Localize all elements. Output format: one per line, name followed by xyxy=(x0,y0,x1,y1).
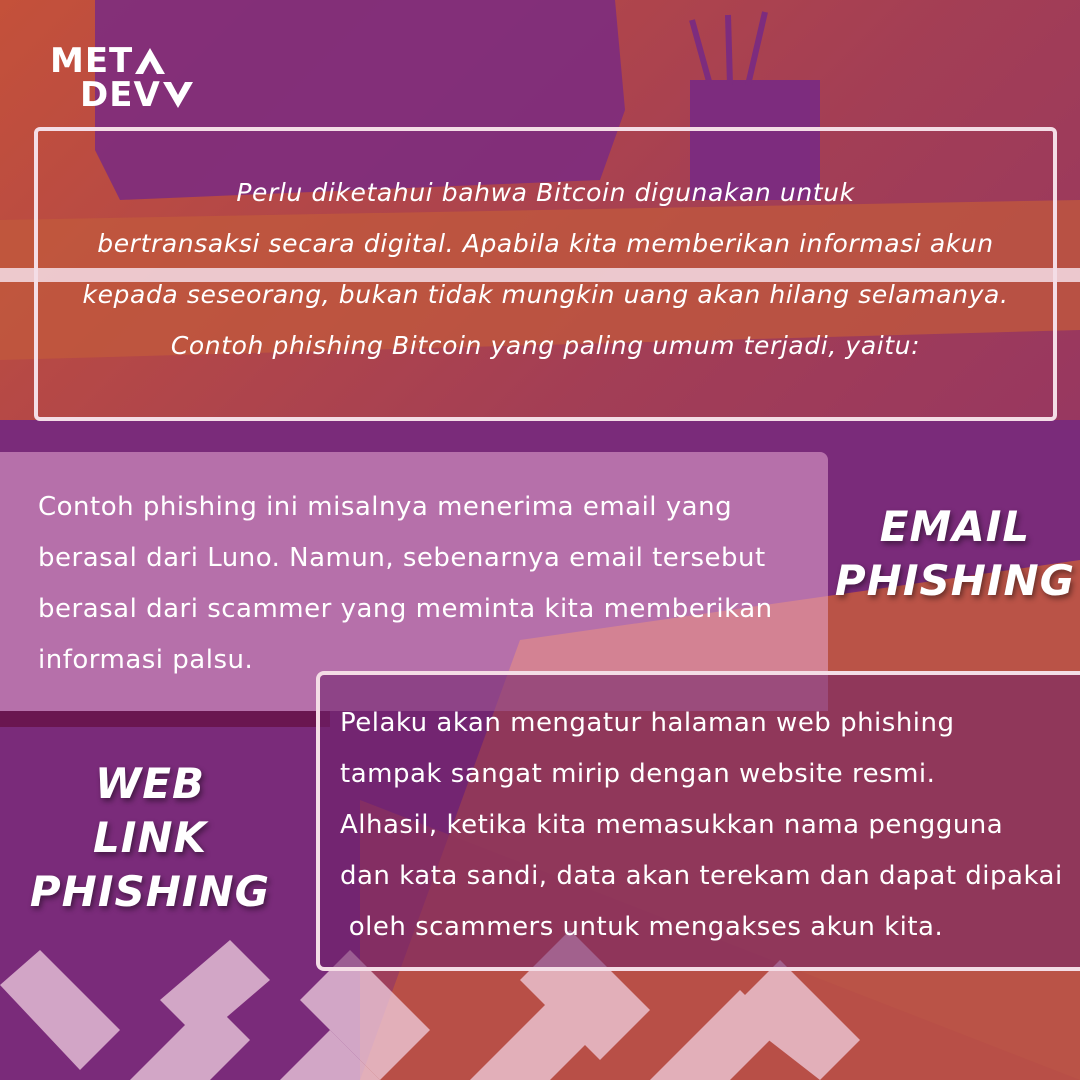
email-line-4: informasi palsu. xyxy=(38,645,254,675)
web-line-2: tampak sangat mirip dengan website resmi. xyxy=(340,759,936,789)
web-line-4: dan kata sandi, data akan terekam dan dapat dipakai xyxy=(340,861,1063,891)
web-title-line-1: WEB xyxy=(94,759,206,808)
logo-text-met: MET xyxy=(50,41,134,81)
web-title-line-2: LINK xyxy=(92,813,208,862)
intro-line-3: kepada seseorang, bukan tidak mungkin uang akan hilang selamanya. xyxy=(82,280,1009,309)
web-title-line-3: PHISHING xyxy=(29,867,271,916)
email-line-3: berasal dari scammer yang meminta kita memberikan xyxy=(38,594,773,624)
email-title-line-2: PHISHING xyxy=(834,556,1076,605)
intro-line-2: bertransaksi secara digital. Apabila kita memberikan informasi akun xyxy=(97,229,994,258)
email-line-1: Contoh phishing ini misalnya menerima email yang xyxy=(38,492,733,522)
intro-line-4: Contoh phishing Bitcoin yang paling umum terjadi, yaitu: xyxy=(170,331,921,360)
metadev-logo xyxy=(50,41,195,115)
web-link-phishing-title xyxy=(0,757,300,919)
intro-box xyxy=(34,127,1057,421)
logo-row-1 xyxy=(50,41,195,81)
email-title-line-1: EMAIL xyxy=(879,502,1031,551)
email-description xyxy=(38,482,773,686)
logo-row-2 xyxy=(50,75,195,115)
web-line-1: Pelaku akan mengatur halaman web phishing xyxy=(340,708,955,738)
email-line-2: berasal dari Luno. Namun, sebenarnya email tersebut xyxy=(38,543,766,573)
web-description xyxy=(340,698,1063,953)
email-phishing-title xyxy=(830,500,1080,608)
web-line-5: oleh scammers untuk mengakses akun kita. xyxy=(340,912,944,942)
triangle-a-icon xyxy=(133,46,167,76)
logo-text-dev: DEV xyxy=(80,75,161,115)
web-line-3: Alhasil, ketika kita memasukkan nama pengguna xyxy=(340,810,1004,840)
intro-line-1: Perlu diketahui bahwa Bitcoin digunakan untuk xyxy=(236,178,855,207)
triangle-v-icon xyxy=(161,80,195,110)
